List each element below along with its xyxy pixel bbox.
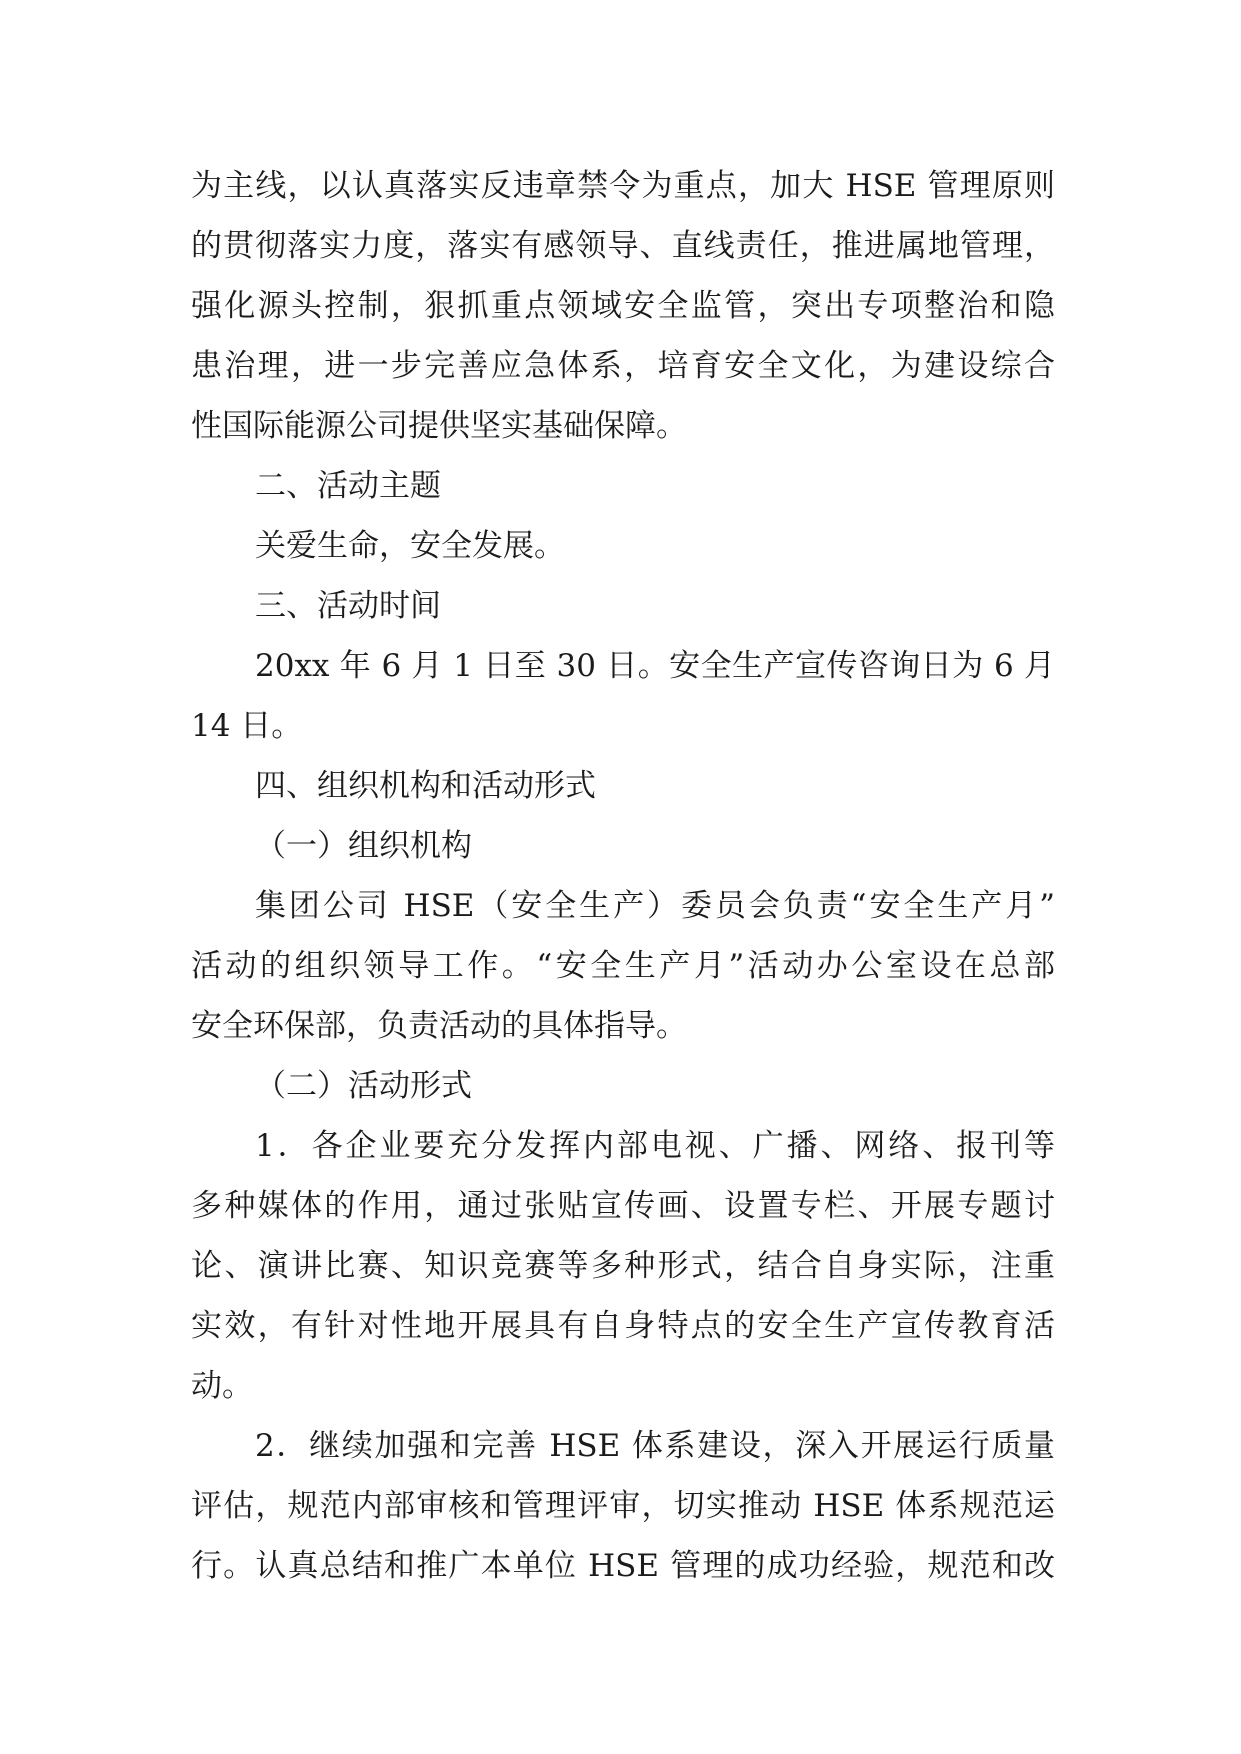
text-line: 安全环保部，负责活动的具体指导。 <box>191 1008 687 1044</box>
paragraph-intro-continued <box>191 156 1055 456</box>
section-heading: 三、活动时间 <box>255 588 441 624</box>
text-line: 活动的组织领导工作。“安全生产月”活动办公室设在总部 <box>191 948 1055 984</box>
document-body <box>191 156 1055 1596</box>
text-line: 关爱生命，安全发展。 <box>255 528 565 564</box>
paragraph-format-item-1 <box>191 1116 1055 1416</box>
text-line: 评估，规范内部审核和管理评审，切实推动 HSE 体系规范运 <box>191 1488 1055 1524</box>
heading-activity-theme <box>191 456 1055 516</box>
text-line: 强化源头控制，狠抓重点领域安全监管，突出专项整治和隐 <box>191 288 1055 324</box>
text-line: 多种媒体的作用，通过张贴宣传画、设置专栏、开展专题讨 <box>191 1188 1055 1224</box>
text-line: 的贯彻落实力度，落实有感领导、直线责任，推进属地管理， <box>191 228 1055 264</box>
text-line: 论、演讲比赛、知识竞赛等多种形式，结合自身实际，注重 <box>191 1248 1055 1284</box>
text-line: 2．继续加强和完善 HSE 体系建设，深入开展运行质量 <box>255 1428 1055 1464</box>
text-line: 20xx 年 6 月 1 日至 30 日。安全生产宣传咨询日为 6 月 <box>255 648 1055 684</box>
subsection-heading: （一）组织机构 <box>255 828 472 864</box>
paragraph-activity-time <box>191 636 1055 756</box>
text-line: 为主线，以认真落实反违章禁令为重点，加大 HSE 管理原则 <box>191 168 1055 204</box>
paragraph-format-item-2 <box>191 1416 1055 1596</box>
heading-organization-and-format <box>191 756 1055 816</box>
text-line: 行。认真总结和推广本单位 HSE 管理的成功经验，规范和改 <box>191 1548 1055 1584</box>
text-line: 集团公司 HSE（安全生产）委员会负责“安全生产月” <box>255 888 1055 924</box>
text-line: 动。 <box>191 1368 253 1404</box>
text-line: 性国际能源公司提供坚实基础保障。 <box>191 408 687 444</box>
text-line: 14 日。 <box>191 708 303 744</box>
paragraph-organization <box>191 876 1055 1056</box>
heading-activity-time <box>191 576 1055 636</box>
text-line: 1．各企业要充分发挥内部电视、广播、网络、报刊等 <box>255 1128 1055 1164</box>
text-line: 患治理，进一步完善应急体系，培育安全文化，为建设综合 <box>191 348 1055 384</box>
subsection-heading: （二）活动形式 <box>255 1068 472 1104</box>
paragraph-activity-theme <box>191 516 1055 576</box>
section-heading: 二、活动主题 <box>255 468 441 504</box>
text-line: 实效，有针对性地开展具有自身特点的安全生产宣传教育活 <box>191 1308 1055 1344</box>
section-heading: 四、组织机构和活动形式 <box>255 768 596 804</box>
subheading-organization <box>191 816 1055 876</box>
subheading-activity-format <box>191 1056 1055 1116</box>
